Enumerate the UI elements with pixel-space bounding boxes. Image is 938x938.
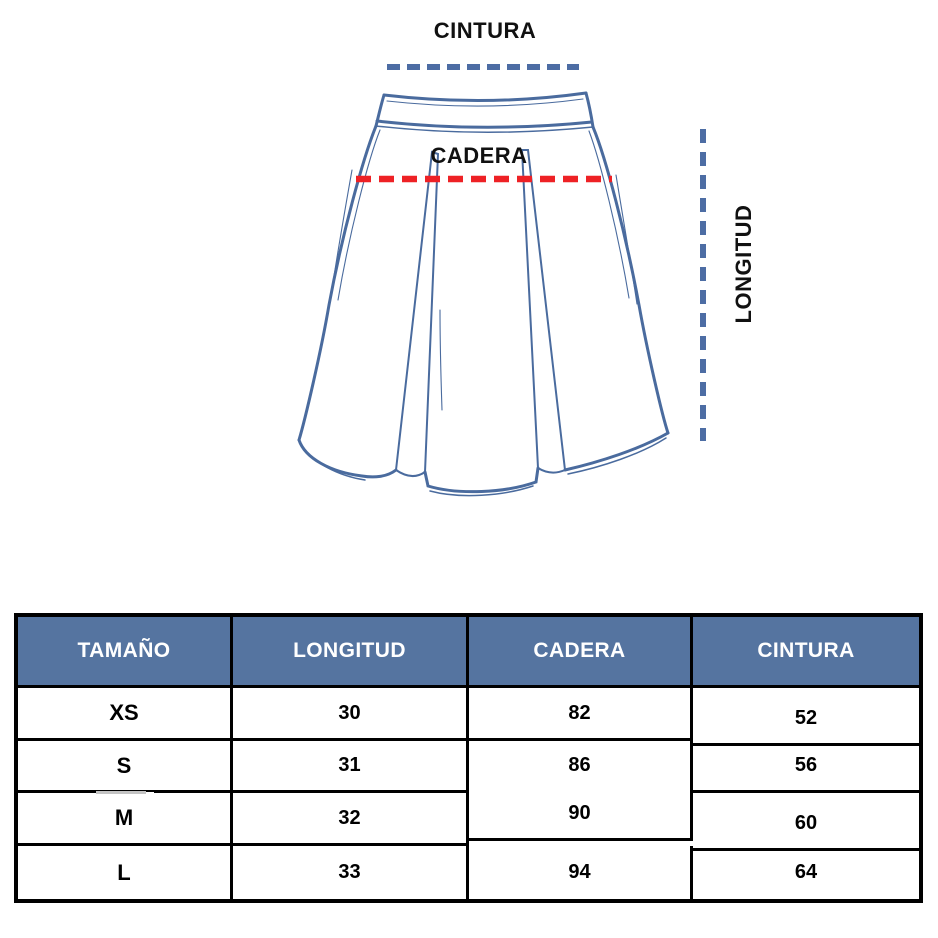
cadera-cell-s: 86 [469, 741, 693, 793]
cintura-cell-s: 56 [693, 741, 919, 793]
size-cell-s: S [18, 741, 233, 793]
longitud-cell-l: 33 [233, 846, 469, 899]
column-header-cintura: CINTURA [693, 617, 919, 688]
hip-label: CADERA [430, 143, 528, 168]
skirt-waistband [376, 93, 593, 132]
cadera-cell-m: 90 [469, 788, 693, 841]
size-table [14, 613, 923, 903]
cadera-cell-xs: 82 [469, 688, 693, 741]
skirt-left-pleat [396, 152, 438, 476]
longitud-cell-xs: 30 [233, 688, 469, 741]
waist-label: CINTURA [433, 18, 537, 43]
cintura-cell-xs: 52 [693, 693, 919, 746]
column-header-tamano: TAMAÑO [18, 617, 233, 688]
longitud-cell-s: 31 [233, 741, 469, 793]
cintura-cell-m: 60 [693, 798, 919, 851]
cadera-cell-l: 94 [469, 846, 693, 899]
skirt-right-pleat [522, 150, 565, 473]
longitud-cell-m: 32 [233, 793, 469, 846]
length-label: LONGITUD [731, 204, 756, 324]
column-header-cadera: CADERA [469, 617, 693, 688]
size-cell-m: M [18, 793, 233, 846]
size-cell-l: L [18, 846, 233, 899]
erased-border-artifact-line [96, 791, 146, 794]
cintura-cell-l: 64 [693, 846, 919, 899]
size-cell-xs: XS [18, 688, 233, 741]
column-header-longitud: LONGITUD [233, 617, 469, 688]
